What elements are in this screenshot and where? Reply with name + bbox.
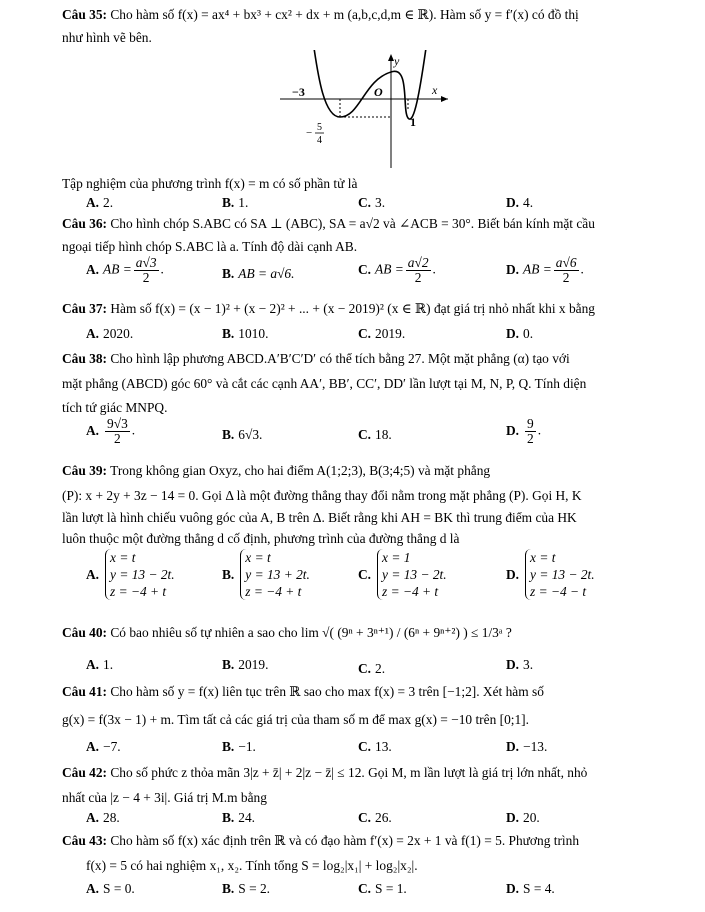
q36-option-a [86, 256, 164, 285]
option-letter: A. [86, 657, 100, 672]
q39-b-system [240, 549, 310, 600]
q38-a-num: 9√3 [107, 416, 128, 431]
q43-option-a [86, 880, 135, 898]
q36-c-pre: AB = [375, 261, 404, 277]
x-neg-label: −3 [292, 85, 305, 99]
q38-d-frac [525, 417, 536, 446]
q38-b-text: 6√3. [238, 427, 263, 442]
q39-d-eq3: z = −4 − t [530, 584, 587, 599]
q38-line1 [62, 350, 671, 368]
q38-b-letter: B. [222, 427, 235, 442]
q38-a-letter: A. [86, 422, 100, 438]
q39-line2: (P): x + 2y + 3z − 14 = 0. Gọi Δ là một đường thẳng thay đổi nằm trong mặt phẳng (P). Gọi H, K [62, 488, 582, 503]
q36-a-letter: A. [86, 261, 100, 277]
q39-c-eq1: x = 1 [382, 550, 411, 565]
q39-text1: Trong không gian Oxyz, cho hai điểm A(1;2;3), B(3;4;5) và mặt phẳng [110, 463, 491, 478]
q39-c-eq3: z = −4 + t [382, 584, 439, 599]
option-value: S = 2. [238, 881, 271, 896]
q39-d-letter: D. [506, 566, 520, 582]
q39-b-letter: B. [222, 566, 235, 582]
option-letter: C. [358, 739, 372, 754]
q38-line3: tích tứ giác MNPQ. [62, 400, 168, 415]
q36-a-post: . [160, 261, 164, 277]
option-letter: B. [222, 810, 235, 825]
option-letter: D. [506, 657, 520, 672]
q38-a-post: . [131, 422, 136, 438]
option-value: 3. [375, 195, 386, 210]
q42-option-b [222, 809, 255, 827]
q36-c-post: . [432, 261, 436, 277]
option-value: −7. [103, 739, 121, 754]
option-letter: B. [222, 657, 235, 672]
q36-line2: ngoại tiếp hình chóp S.ABC là a. Tính độ dài cạnh AB. [62, 239, 358, 254]
q37-option-d [506, 325, 533, 343]
q39-a-letter: A. [86, 566, 100, 582]
q43-line2: f(x) = 5 có hai nghiệm x₁, x₂. Tính tổng S = log₂|x₁| + log₂|x₂|. [86, 858, 418, 873]
q40-option-d [506, 656, 533, 674]
q41-line2: g(x) = f(3x − 1) + m. Tìm tất cả các giá trị của tham số m để max g(x) = −10 trên [0;1]. [62, 712, 529, 727]
q35-option-a [86, 194, 113, 212]
option-letter: D. [506, 739, 520, 754]
q41-text1: Cho hàm số y = f(x) liên tục trên ℝ sao cho max f(x) = 3 trên [−1;2]. Xét hàm số [110, 684, 544, 699]
q35-option-d [506, 194, 533, 212]
q40-option-c [358, 660, 385, 678]
q39-a-eq3: z = −4 + t [110, 584, 167, 599]
q41-option-a [86, 738, 121, 756]
derivative-curve [314, 50, 426, 119]
q40-text1: Có bao nhiêu số tự nhiên a sao cho lim √( (9ⁿ + 3ⁿ⁺¹) / (6ⁿ + 9ⁿ⁺²) ) ≤ 1/3ᵃ ? [110, 625, 512, 640]
x-axis-arrow [441, 96, 448, 102]
option-value: 1. [238, 195, 249, 210]
q41-option-d [506, 738, 547, 756]
option-letter: A. [86, 810, 100, 825]
q38-d-letter: D. [506, 422, 520, 438]
q39-label: Câu 39: [62, 463, 108, 478]
q36-label: Câu 36: [62, 216, 108, 231]
q38-option-b [222, 426, 262, 444]
q36-a-frac [134, 256, 159, 285]
q37-line1 [62, 300, 671, 318]
x-label: x [432, 83, 438, 97]
q36-d-num: a√6 [555, 255, 577, 270]
q42-line1 [62, 764, 671, 782]
q39-b-eq3: z = −4 + t [245, 584, 302, 599]
q40-line1 [62, 624, 671, 642]
q36-a-pre: AB = [103, 261, 132, 277]
q36-c-den: 2 [414, 270, 422, 285]
q38-option-d [506, 417, 541, 446]
q38-label: Câu 38: [62, 351, 108, 366]
q36-c-num: a√2 [407, 255, 429, 270]
option-letter: B. [222, 739, 235, 754]
q36-line1 [62, 215, 671, 233]
q41-line1 [62, 683, 671, 701]
q36-option-c [358, 256, 436, 285]
q43-option-d [506, 880, 555, 898]
q39-b-eq2: y = 13 + 2t. [245, 567, 310, 582]
option-value: 1. [103, 657, 114, 672]
x-pos-label: 1 [410, 115, 416, 129]
y-label: y [394, 54, 400, 68]
ymin-den: 4 [317, 135, 322, 146]
q35-option-c [358, 194, 385, 212]
option-value: 2019. [375, 326, 406, 341]
ymin-num: 5 [317, 122, 322, 133]
q40-option-a [86, 656, 113, 674]
q36-a-den: 2 [142, 270, 150, 285]
q36-b-letter: B. [222, 266, 235, 281]
q39-option-a [86, 549, 175, 600]
q37-option-b [222, 325, 268, 343]
q39-d-eq2: y = 13 − 2t. [530, 567, 595, 582]
q42-option-d [506, 809, 540, 827]
q41-option-b [222, 738, 256, 756]
option-value: 28. [103, 810, 120, 825]
q42-text1: Cho số phức z thỏa mãn 3|z + z̄| + 2|z − z̄| ≤ 12. Gọi M, m lần lượt là giá trị lớn nhất, nhỏ [110, 765, 588, 780]
q36-d-letter: D. [506, 261, 520, 277]
q41-label: Câu 41: [62, 684, 108, 699]
q40-option-b [222, 656, 268, 674]
q39-a-eq1: x = t [110, 550, 136, 565]
option-letter: C. [358, 810, 372, 825]
q39-line4: luôn thuộc một đường thẳng d cố định, phương trình của đường thẳng d là [62, 531, 460, 546]
option-value: −13. [523, 739, 548, 754]
q36-option-b [222, 265, 294, 283]
q37-label: Câu 37: [62, 301, 108, 316]
option-value: 0. [523, 326, 534, 341]
q39-a-system [105, 549, 175, 600]
q36-text1: Cho hình chóp S.ABC có SA ⊥ (ABC), SA = a√2 và ∠ACB = 30°. Biết bán kính mặt cầu [110, 216, 595, 231]
q43-line1 [62, 832, 671, 850]
q39-line3: lần lượt là hình chiếu vuông góc của A, B trên Δ. Biết rằng khi AH = BK thì trung điểm của HK [62, 510, 577, 525]
q37-text1: Hàm số f(x) = (x − 1)² + (x − 2)² + ... + (x − 2019)² (x ∈ ℝ) đạt giá trị nhỏ nhất khi x bằng [110, 301, 595, 316]
q43-label: Câu 43: [62, 833, 108, 848]
option-letter: C. [358, 881, 372, 896]
option-letter: C. [358, 195, 372, 210]
option-letter: D. [506, 881, 520, 896]
option-letter: A. [86, 739, 100, 754]
q35-option-b [222, 194, 248, 212]
option-letter: B. [222, 881, 235, 896]
q36-a-num: a√3 [135, 255, 157, 270]
q38-a-frac [105, 417, 130, 446]
q43-option-b [222, 880, 270, 898]
option-letter: B. [222, 195, 235, 210]
q40-label: Câu 40: [62, 625, 108, 640]
derivative-graph [280, 50, 450, 170]
option-value: 1010. [238, 326, 269, 341]
q38-d-den: 2 [527, 431, 534, 446]
q36-option-d [506, 256, 584, 285]
q37-option-a [86, 325, 133, 343]
option-letter: B. [222, 326, 235, 341]
option-value: 2020. [103, 326, 134, 341]
q38-option-a [86, 417, 135, 446]
option-value: 20. [523, 810, 540, 825]
option-letter: C. [358, 326, 372, 341]
q43-text1: Cho hàm số f(x) xác định trên ℝ và có đạo hàm f′(x) = 2x + 1 và f(1) = 5. Phương trình [110, 833, 580, 848]
option-letter: A. [86, 195, 100, 210]
q38-text1: Cho hình lập phương ABCD.A′B′C′D′ có thể tích bằng 27. Một mặt phẳng (α) tạo với [110, 351, 570, 366]
option-value: 4. [523, 195, 534, 210]
option-value: 3. [523, 657, 534, 672]
q39-option-d [506, 549, 595, 600]
q35-line1 [62, 6, 671, 24]
q37-option-c [358, 325, 405, 343]
q35-line3: Tập nghiệm của phương trình f(x) = m có số phần tử là [62, 176, 358, 191]
q35-text1: Cho hàm số f(x) = ax⁴ + bx³ + cx² + dx + m (a,b,c,d,m ∈ ℝ). Hàm số y = f′(x) có đồ thị [110, 7, 579, 22]
q39-d-system [525, 549, 595, 600]
q35-line2: như hình vẽ bên. [62, 30, 152, 45]
q39-c-eq2: y = 13 − 2t. [382, 567, 447, 582]
q42-option-c [358, 809, 392, 827]
origin-label: O [374, 85, 383, 99]
q42-label: Câu 42: [62, 765, 108, 780]
q36-d-post: . [580, 261, 584, 277]
option-value: 24. [238, 810, 256, 825]
q38-line2: mặt phẳng (ABCD) góc 60° và cắt các cạnh AA′, BB′, CC′, DD′ lần lượt tại M, N, P, Q. Tính diện [62, 376, 587, 391]
option-value: S = 0. [103, 881, 135, 896]
q39-b-eq1: x = t [245, 550, 271, 565]
q39-option-c [358, 549, 447, 600]
option-value: 2019. [238, 657, 269, 672]
option-letter: D. [506, 810, 520, 825]
q39-c-letter: C. [358, 566, 372, 582]
option-value: S = 1. [375, 881, 407, 896]
q38-a-den: 2 [114, 431, 121, 446]
q38-option-c [358, 426, 392, 444]
option-letter: D. [506, 195, 520, 210]
q36-d-pre: AB = [523, 261, 552, 277]
q42-line2: nhất của |z − 4 + 3i|. Giá trị M.m bằng [62, 790, 267, 805]
q42-option-a [86, 809, 120, 827]
ymin-sign: − [306, 127, 313, 139]
q39-option-b [222, 549, 310, 600]
q36-c-letter: C. [358, 261, 372, 277]
option-value: 26. [375, 810, 392, 825]
q39-line1 [62, 462, 671, 480]
option-value: 2. [375, 661, 386, 676]
q36-c-frac [406, 256, 431, 285]
q36-d-frac [554, 256, 579, 285]
q39-c-system [377, 549, 447, 600]
option-letter: D. [506, 326, 520, 341]
option-letter: C. [358, 661, 372, 676]
q38-c-text: 18. [375, 427, 392, 442]
option-letter: A. [86, 326, 100, 341]
option-value: 2. [103, 195, 114, 210]
q36-b-text: AB = a√6. [238, 266, 295, 281]
q38-d-post: . [537, 422, 542, 438]
q43-option-c [358, 880, 407, 898]
option-letter: A. [86, 881, 100, 896]
option-value: S = 4. [523, 881, 555, 896]
q35-label: Câu 35: [62, 7, 108, 22]
q38-c-letter: C. [358, 427, 372, 442]
q36-d-den: 2 [562, 270, 570, 285]
option-value: 13. [375, 739, 392, 754]
q39-a-eq2: y = 13 − 2t. [110, 567, 175, 582]
q38-d-num: 9 [527, 416, 534, 431]
q41-option-c [358, 738, 392, 756]
option-value: −1. [238, 739, 256, 754]
q39-d-eq1: x = t [530, 550, 556, 565]
